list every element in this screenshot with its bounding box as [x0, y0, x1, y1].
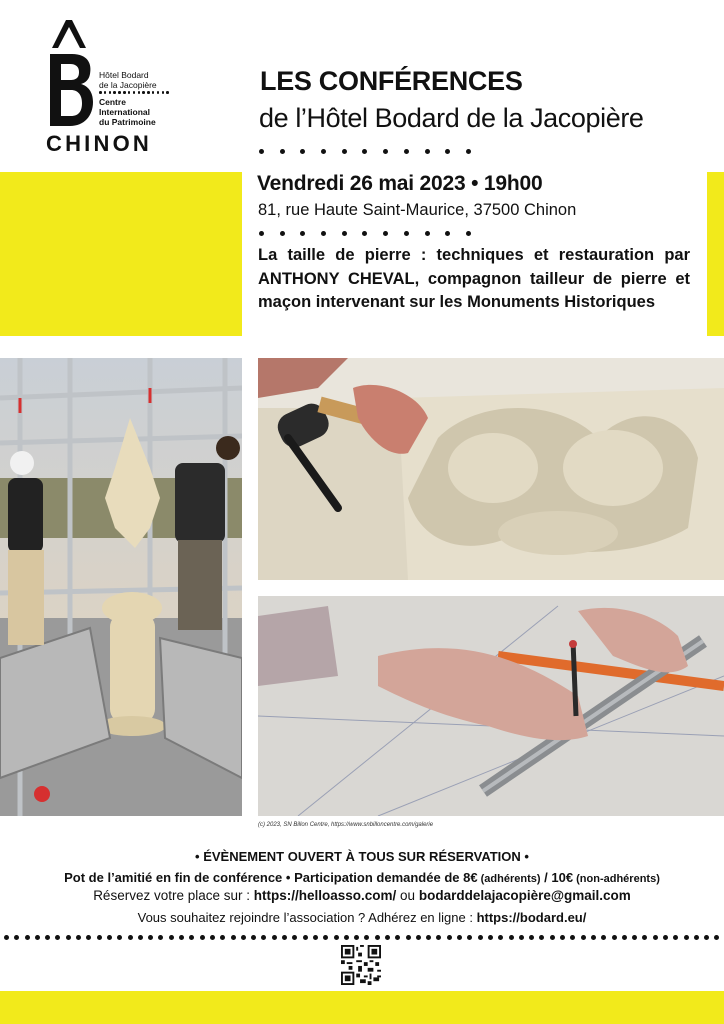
qr-code-icon[interactable] [341, 945, 381, 985]
logo-line-2: de la Jacopière [99, 80, 157, 90]
reservation-prefix: Réservez votre place sur : [93, 888, 254, 903]
logo-line-1: Hôtel Bodard [99, 70, 149, 80]
yellow-band-left [0, 172, 242, 336]
participation-non-members: (non-adhérents) [573, 873, 660, 885]
bodard-link[interactable]: https://bodard.eu/ [476, 910, 587, 925]
page-title: LES CONFÉRENCES [260, 66, 523, 96]
photo-stone-carving [258, 358, 724, 580]
dot-separator-1 [259, 149, 471, 154]
membership-line [0, 910, 724, 925]
event-description: La taille de pierre : techniques et restauration par ANTHONY CHEVAL, compagnon tailleur de pierre et maçon intervenant sur les Monuments Historiques [258, 246, 690, 311]
photo-measuring [258, 596, 724, 816]
dot-separator-2 [259, 231, 471, 236]
reservation-line [0, 888, 724, 903]
logo-line-4: International [99, 107, 151, 117]
yellow-band-right [707, 172, 724, 336]
logo-line-3: Centre [99, 97, 126, 107]
participation-line [0, 870, 724, 885]
yellow-band-bottom [0, 991, 724, 1024]
helloasso-link[interactable]: https://helloasso.com/ [253, 888, 397, 903]
contact-email[interactable]: bodarddelajacopière@gmail.com [418, 888, 631, 903]
membership-prefix: Vous souhaitez rejoindre l’association ? Adhérez en ligne : [137, 910, 477, 925]
open-event-banner: • ÉVÈNEMENT OUVERT À TOUS SUR RÉSERVATION • [195, 849, 529, 864]
participation-members: (adhérents) [477, 873, 541, 885]
participation-text: Pot de l’amitié en fin de conférence • Participation demandée de 8€ [64, 870, 478, 885]
logo-line-5: du Patrimoine [99, 117, 156, 127]
photo-scaffolding [0, 358, 242, 816]
reservation-or: ou [396, 888, 419, 903]
logo-mark-icon [44, 18, 94, 128]
photo-caption: (c) 2023, SN Billon Centre, https://www.snbilloncentre.com/galerie [258, 822, 434, 828]
event-date: Vendredi 26 mai 2023 • 19h00 [257, 172, 543, 195]
page-subtitle: de l’Hôtel Bodard de la Jacopière [259, 103, 644, 133]
participation-price-2: / 10€ [540, 870, 574, 885]
logo-city: CHINON [46, 131, 152, 156]
event-address: 81, rue Haute Saint-Maurice, 37500 Chinon [258, 201, 577, 219]
dot-separator-footer [4, 935, 720, 940]
logo-dot-row [99, 91, 169, 94]
